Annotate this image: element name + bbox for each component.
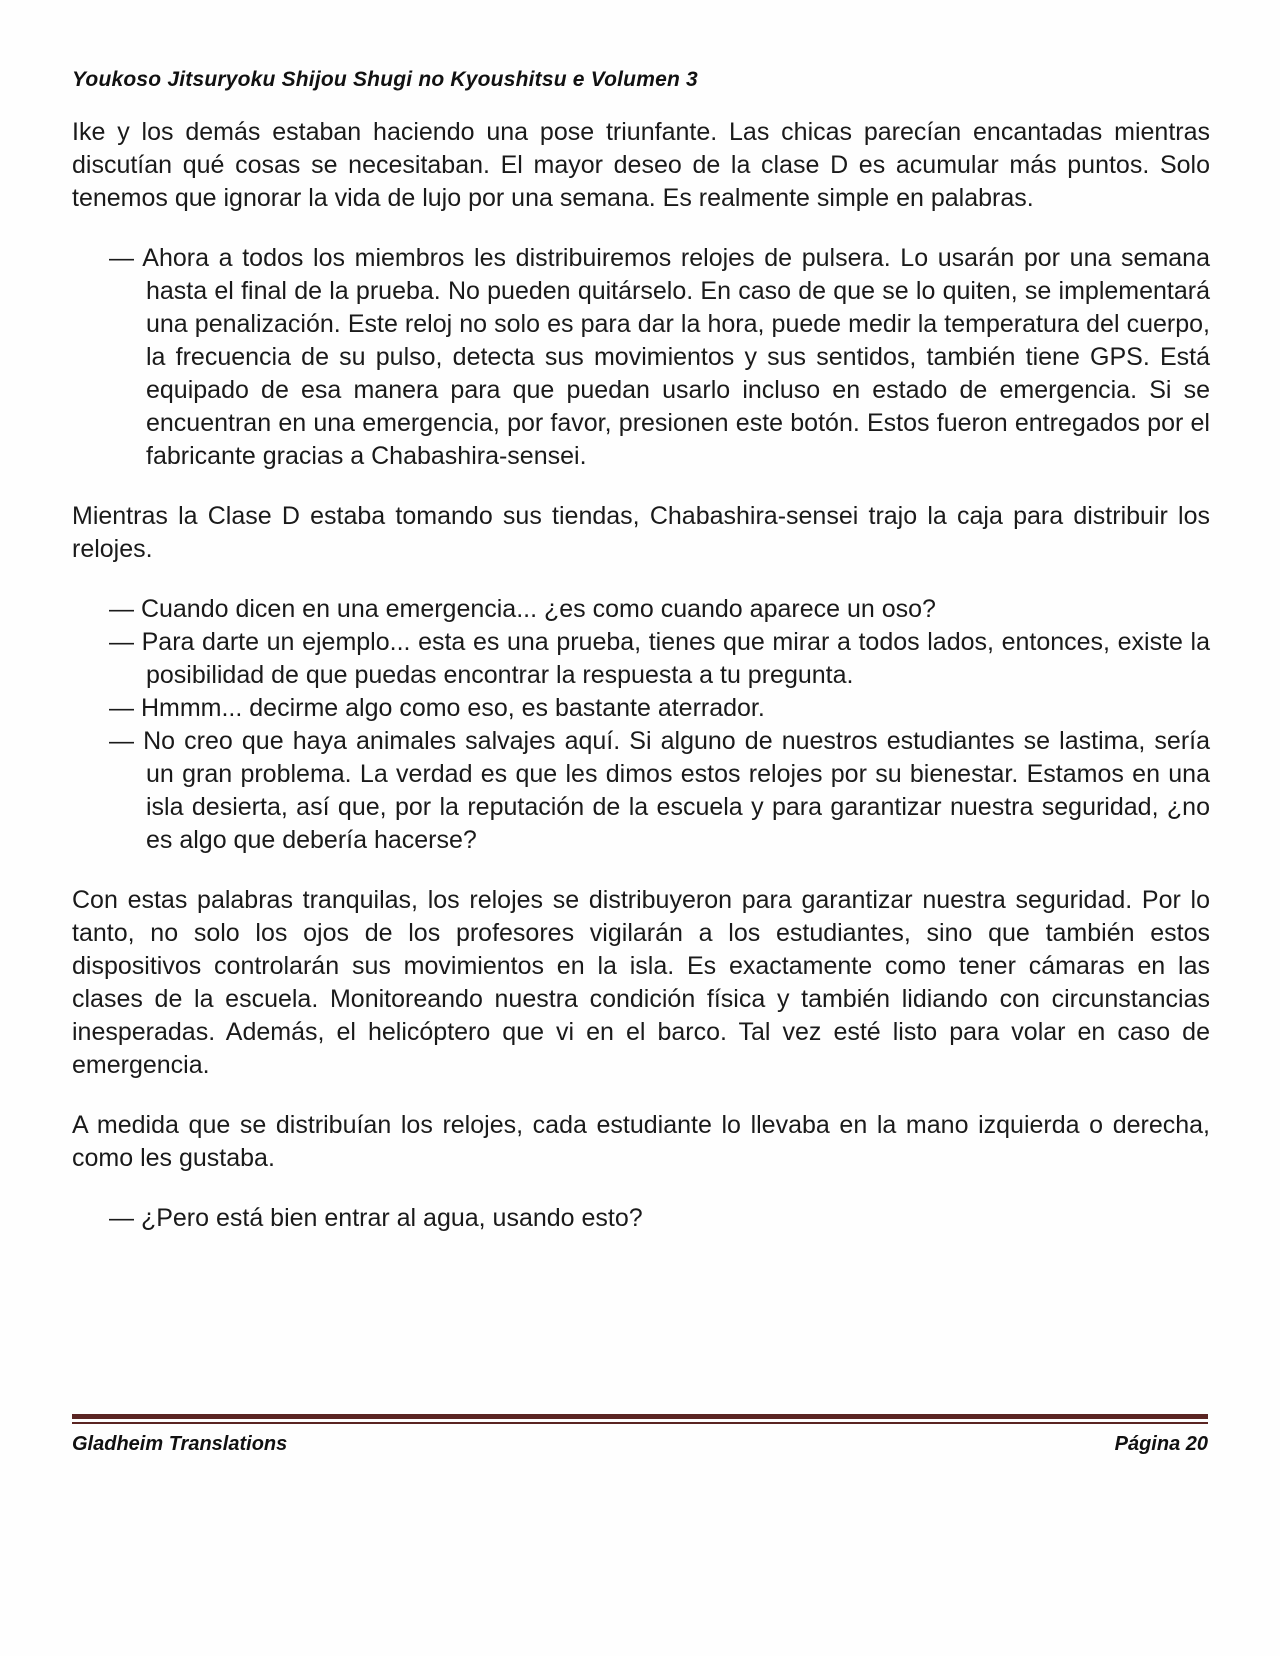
page-header (72, 68, 1208, 92)
page-footer (72, 1414, 1208, 1456)
dialogue-line: — Cuando dicen en una emergencia... ¿es como cuando aparece un oso? (109, 595, 936, 623)
header-title: Youkoso Jitsuryoku Shijou Shugi no Kyoushitsu e Volumen 3 (72, 68, 698, 91)
dialogue-line: — Hmmm... decirme algo como eso, es bastante aterrador. (109, 694, 765, 722)
footer-rule-thin (72, 1422, 1208, 1424)
footer-translator-credit: Gladheim Translations (72, 1433, 288, 1455)
document-body (72, 116, 1210, 1235)
paragraph: Mientras la Clase D estaba tomando sus tiendas, Chabashira-sensei trajo la caja para distribuir los relojes. (72, 502, 1210, 563)
footer-text-row (72, 1433, 1208, 1456)
dialogue-line: — Ahora a todos los miembros les distribuiremos relojes de pulsera. Lo usarán por una semana hasta el final de la prueba. No pueden quitárselo. En caso de que se lo quiten, se implementará una penalización. Este reloj no solo es para dar la hora, puede medir la temperatura del cuerpo, la frecuencia de su pulso, detecta sus movimientos y sus sentidos, también tiene GPS. Está equipado de esa manera para que puedan usarlo incluso en estado de emergencia. Si se encuentran en una emergencia, por favor, presionen este botón. Estos fueron entregados por el fabricante gracias a Chabashira-sensei. (109, 244, 1210, 470)
paragraph: Con estas palabras tranquilas, los relojes se distribuyeron para garantizar nuestra seguridad. Por lo tanto, no solo los ojos de los profesores vigilarán a los estudiantes, sino que también estos dispositivos controlarán sus movimientos en la isla. Es exactamente como tener cámaras en las clases de la escuela. Monitoreando nuestra condición física y también lidiando con circunstancias inesperadas. Además, el helicóptero que vi en el barco. Tal vez esté listo para volar en caso de emergencia. (72, 886, 1210, 1079)
paragraph: A medida que se distribuían los relojes, cada estudiante lo llevaba en la mano izquierda o derecha, como les gustaba. (72, 1111, 1210, 1172)
footer-rule-thick (72, 1414, 1208, 1419)
dialogue-line: — ¿Pero está bien entrar al agua, usando esto? (109, 1204, 643, 1232)
dialogue-line: — No creo que haya animales salvajes aquí. Si alguno de nuestros estudiantes se lastima, sería un gran problema. La verdad es que les dimos estos relojes por su bienestar. Estamos en una isla desierta, así que, por la reputación de la escuela y para garantizar nuestra seguridad, ¿no es algo que debería hacerse? (109, 727, 1210, 854)
dialogue-line: — Para darte un ejemplo... esta es una prueba, tienes que mirar a todos lados, entonces, existe la posibilidad de que puedas encontrar la respuesta a tu pregunta. (109, 628, 1210, 689)
footer-page-number: Página 20 (1114, 1433, 1208, 1455)
paragraph: Ike y los demás estaban haciendo una pose triunfante. Las chicas parecían encantadas mientras discutían qué cosas se necesitaban. El mayor deseo de la clase D es acumular más puntos. Solo tenemos que ignorar la vida de lujo por una semana. Es realmente simple en palabras. (72, 118, 1210, 212)
